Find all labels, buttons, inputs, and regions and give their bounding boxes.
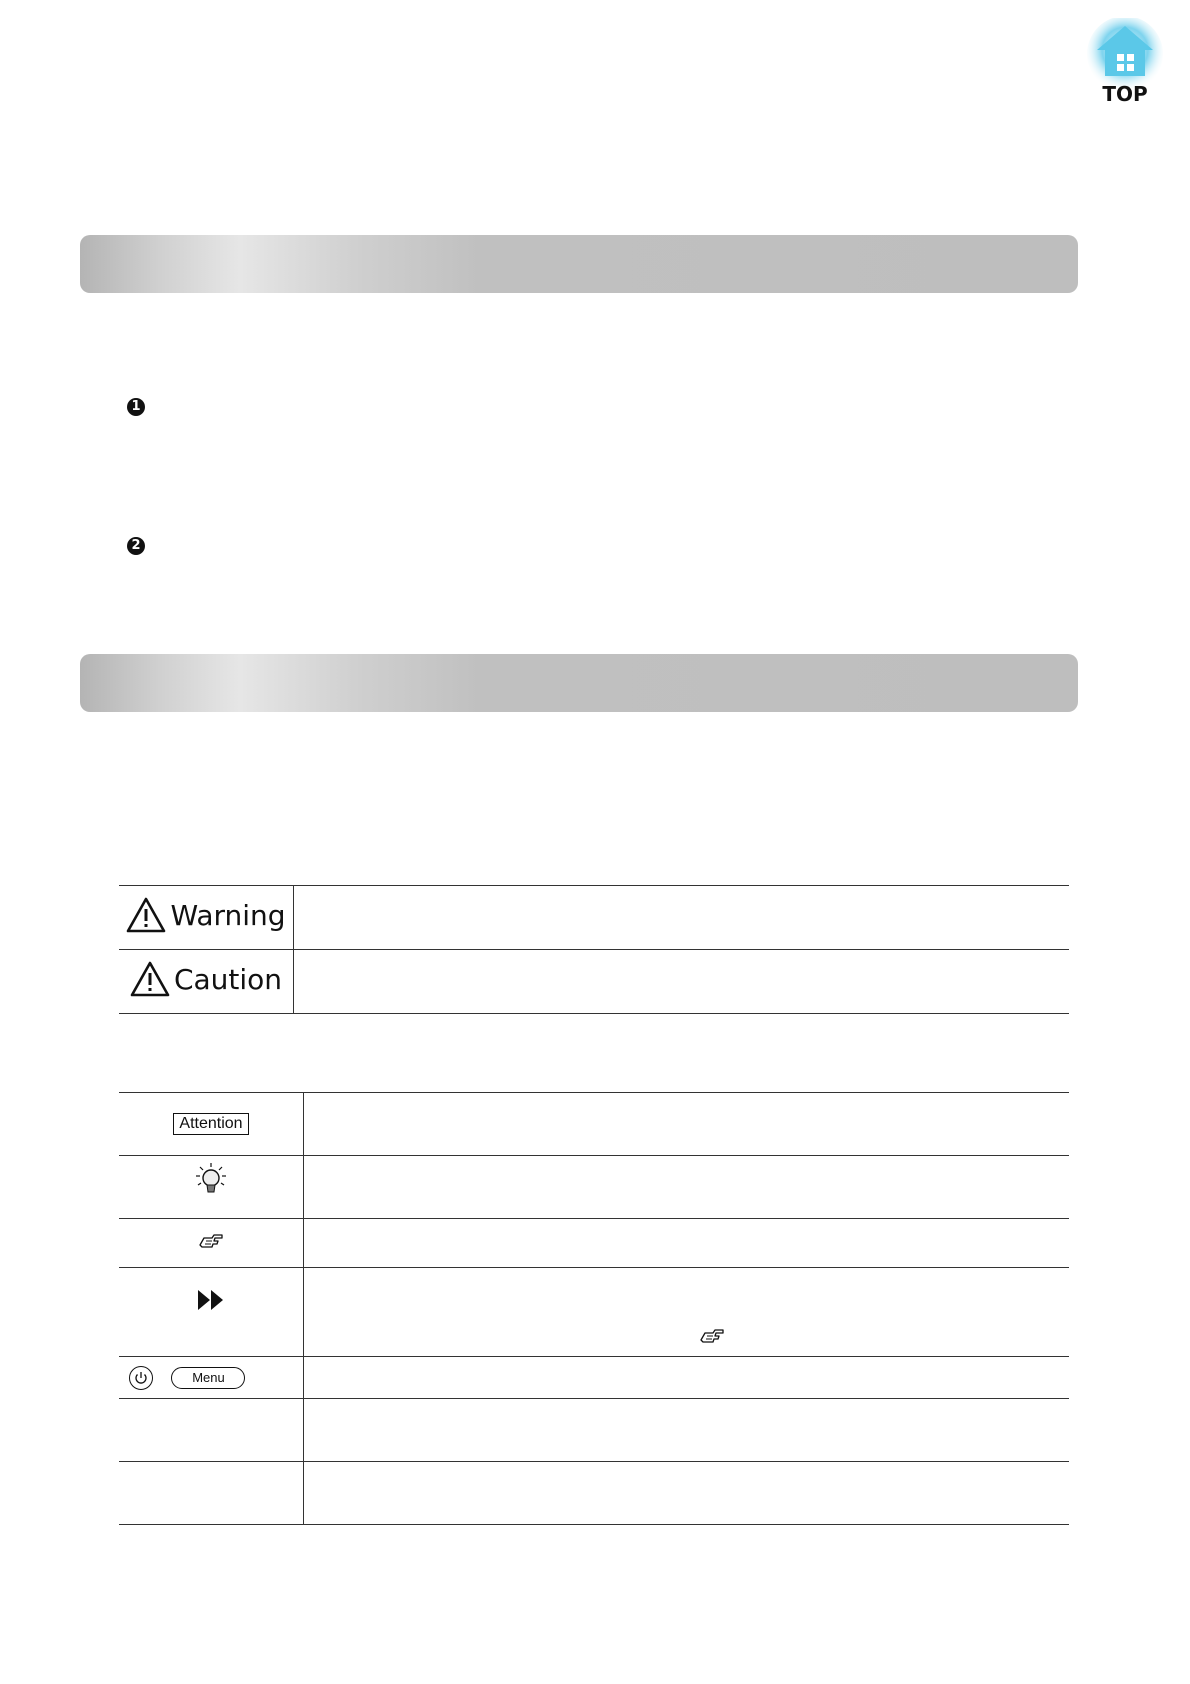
table-row [119, 1399, 1069, 1462]
fast-forward-icon [197, 1288, 225, 1312]
warning-triangle-icon [130, 961, 170, 997]
list-marker-1: 1 [127, 398, 145, 416]
pointing-hand-icon [699, 1328, 725, 1344]
safety-symbols-table [119, 885, 1069, 1014]
section-header-bar-1 [80, 235, 1078, 293]
power-icon [129, 1366, 153, 1390]
lightbulb-icon [194, 1162, 228, 1196]
list-marker-2: 2 [127, 537, 145, 555]
table-row [119, 1219, 1069, 1268]
pointing-hand-icon [198, 1233, 224, 1249]
section-header-bar-2 [80, 654, 1078, 712]
table-row [119, 886, 1069, 950]
table-row [119, 1268, 1069, 1357]
table-row [119, 1093, 1069, 1156]
caution-label: Caution [173, 962, 283, 996]
warning-triangle-icon [126, 897, 166, 933]
table-row [119, 1156, 1069, 1219]
table-row [119, 950, 1069, 1014]
warning-description [294, 886, 1070, 950]
home-icon [1083, 18, 1167, 88]
attention-label: Attention [173, 1113, 248, 1135]
menu-button-symbol: Menu [171, 1367, 245, 1389]
info-symbols-table [119, 1092, 1069, 1525]
table-row [119, 1462, 1069, 1525]
warning-label: Warning [170, 898, 286, 932]
caution-description [294, 950, 1070, 1014]
top-link[interactable] [1083, 18, 1167, 112]
table-row [119, 1357, 1069, 1399]
top-label: TOP [1102, 82, 1148, 106]
